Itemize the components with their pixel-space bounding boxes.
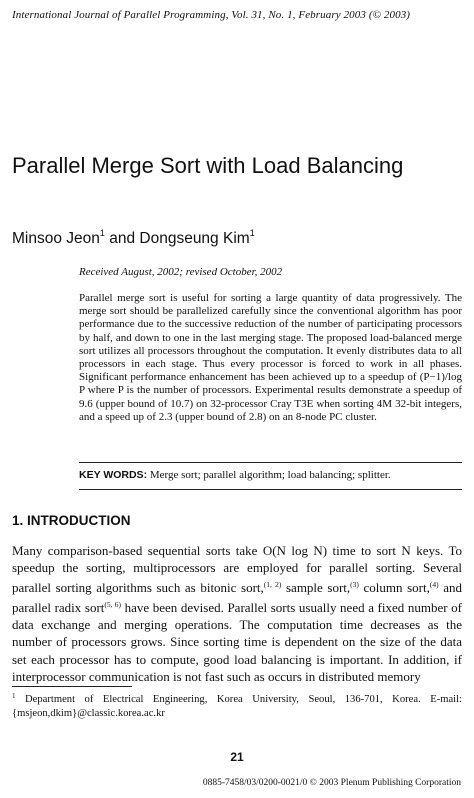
paper-title: Parallel Merge Sort with Load Balancing: [12, 153, 404, 178]
keywords-top-rule: [79, 462, 462, 463]
section-heading: 1. INTRODUCTION: [12, 513, 131, 528]
body-text: Many comparison-based sequential sorts take O(N log N) time to sort N keys. To speedup the sorting, multiprocessors are employed for parallel sorting. Several parallel sorting algorithms such as bitonic sort,: [12, 543, 462, 596]
page-number: 21: [230, 750, 244, 764]
body-text: and parallel radix sort: [12, 580, 462, 616]
citation-ref: (4): [429, 580, 439, 590]
citation-ref: (1, 2): [263, 580, 282, 590]
footnote-mark: 1: [12, 692, 16, 700]
intro-paragraph: [12, 542, 462, 685]
citation-ref: (3): [350, 580, 359, 590]
keywords-text: Merge sort; parallel algorithm; load balancing; splitter.: [147, 469, 391, 481]
abstract: Parallel merge sort is useful for sorting a large quantity of data progressively. The merge sort should be parallelized carefully since the conventional algorithm has poor performance due to the successive reduction of the number of participating processors by half, and down to one in the last merging stage. The proposed load-balanced merge sort utilizes all processors throughout the computation. It evenly distributes data to all processors in each stage. Thus every processor is forced to work in all phases. Significant performance enhancement has been achieved up to a speedup of (P−1)/log P where P is the number of processors. Experimental results demonstrate a speedup of 9.6 (upper bound of 10.7) on 32-processor Cray T3E when sorting 4M 32-bit integers, and a speed up of 2.3 (upper bound of 2.8) on an 8-node PC cluster.: [79, 292, 462, 423]
keywords-label: KEY WORDS:: [79, 469, 148, 481]
author-connector: and: [104, 230, 140, 247]
citation-ref: (5, 6): [104, 600, 121, 610]
author-name: Dongseung Kim: [139, 230, 250, 247]
footnote-text: Department of Electrical Engineering, Korea University, Seoul, 136-701, Korea. E-mail: {msjeon,dkim}@classic.korea.ac.kr: [12, 694, 462, 719]
footnote-rule: [12, 686, 132, 687]
authors-line: [12, 228, 255, 248]
received-date: Received August, 2002; revised October, 2002: [79, 266, 283, 278]
copyright-line: 0885-7458/03/0200-0021/0 © 2003 Plenum Publishing Corporation: [202, 778, 461, 788]
footnote: [12, 690, 462, 720]
body-text: have been devised. Parallel sorts usually need a fixed number of data exchange and merging operations. The computation time decreases as the number of processors grows. Since sorting time is dependent on the size of the data set each processor has to compute, good load balancing is important. In addition, if interprocessor communication is not fast such as occurs in distributed memory: [12, 600, 463, 684]
body-text: sample sort,: [281, 580, 351, 596]
keywords: [79, 469, 462, 481]
affiliation-mark: 1: [249, 228, 255, 238]
keywords-bottom-rule: [79, 489, 462, 490]
journal-citation: International Journal of Parallel Programming, Vol. 31, No. 1, February 2003 (© 2003): [12, 9, 411, 21]
author-name: Minsoo Jeon: [12, 230, 100, 247]
body-text: column sort,: [358, 580, 430, 596]
affiliation-mark: 1: [99, 228, 105, 238]
